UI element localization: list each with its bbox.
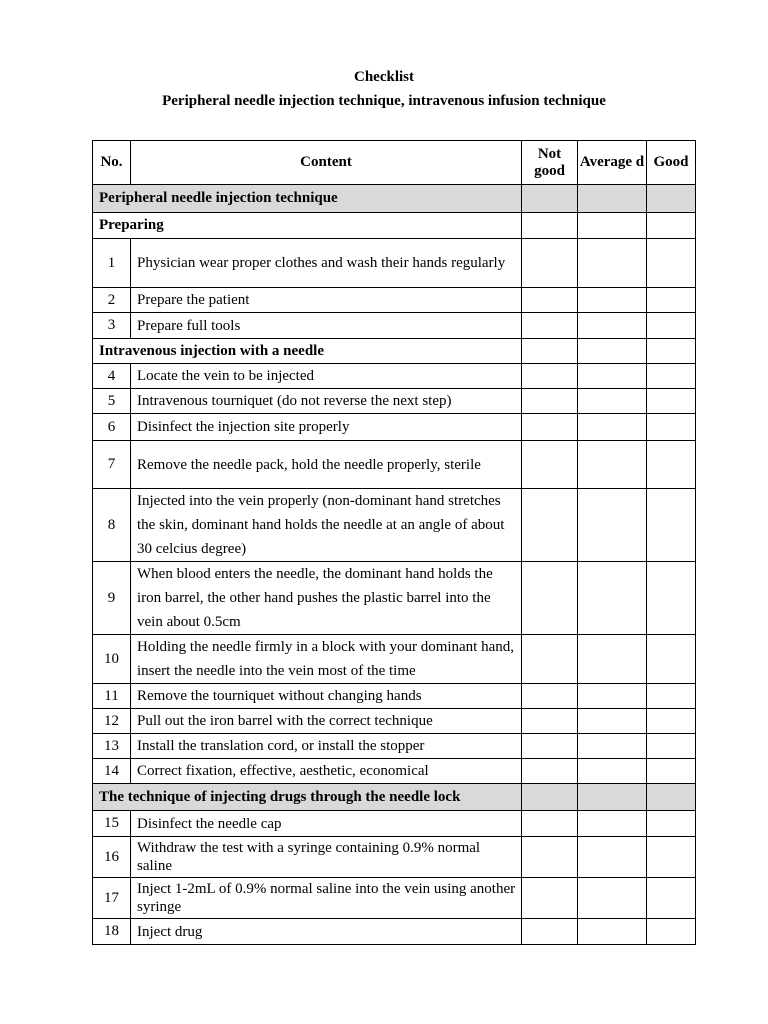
- row-number: 12: [93, 709, 131, 734]
- row-content: Locate the vein to be injected: [131, 364, 522, 389]
- rating-not-good-cell[interactable]: [522, 878, 578, 919]
- rating-good-cell[interactable]: [647, 364, 696, 389]
- rating-average-cell[interactable]: [578, 389, 647, 414]
- row-content: Inject drug: [131, 919, 522, 945]
- subsection-title: Preparing: [93, 213, 522, 239]
- rating-cell[interactable]: [647, 784, 696, 811]
- table-row: [93, 837, 696, 878]
- row-content: Injected into the vein properly (non-dominant hand stretches the skin, dominant hand holds the needle at an angle of about 30 celcius degree): [131, 489, 522, 562]
- header-not-good: Not good: [522, 141, 578, 185]
- row-number: 16: [93, 837, 131, 878]
- table-row: [93, 313, 696, 339]
- rating-good-cell[interactable]: [647, 878, 696, 919]
- rating-average-cell[interactable]: [578, 364, 647, 389]
- rating-cell[interactable]: [647, 339, 696, 364]
- rating-good-cell[interactable]: [647, 441, 696, 489]
- section-row: [93, 784, 696, 811]
- rating-good-cell[interactable]: [647, 313, 696, 339]
- subsection-title: Intravenous injection with a needle: [93, 339, 522, 364]
- table-row: [93, 759, 696, 784]
- row-content: Intravenous tourniquet (do not reverse the next step): [131, 389, 522, 414]
- rating-good-cell[interactable]: [647, 288, 696, 313]
- row-number: 8: [93, 489, 131, 562]
- rating-cell[interactable]: [578, 213, 647, 239]
- rating-average-cell[interactable]: [578, 684, 647, 709]
- rating-good-cell[interactable]: [647, 709, 696, 734]
- rating-not-good-cell[interactable]: [522, 919, 578, 945]
- rating-average-cell[interactable]: [578, 759, 647, 784]
- row-number: 2: [93, 288, 131, 313]
- table-row: [93, 919, 696, 945]
- rating-not-good-cell[interactable]: [522, 489, 578, 562]
- row-content: Remove the needle pack, hold the needle properly, sterile: [131, 441, 522, 489]
- row-number: 6: [93, 414, 131, 441]
- table-row: [93, 811, 696, 837]
- section-row: [93, 185, 696, 213]
- rating-cell[interactable]: [522, 784, 578, 811]
- rating-cell[interactable]: [578, 784, 647, 811]
- table-row: [93, 878, 696, 919]
- rating-average-cell[interactable]: [578, 313, 647, 339]
- row-number: 1: [93, 239, 131, 288]
- rating-average-cell[interactable]: [578, 635, 647, 684]
- rating-not-good-cell[interactable]: [522, 441, 578, 489]
- table-row: [93, 635, 696, 684]
- row-content: Physician wear proper clothes and wash their hands regularly: [131, 239, 522, 288]
- row-content: Remove the tourniquet without changing hands: [131, 684, 522, 709]
- rating-not-good-cell[interactable]: [522, 313, 578, 339]
- rating-good-cell[interactable]: [647, 811, 696, 837]
- row-content: Install the translation cord, or install the stopper: [131, 734, 522, 759]
- rating-cell[interactable]: [647, 185, 696, 213]
- row-content: Prepare the patient: [131, 288, 522, 313]
- row-content: When blood enters the needle, the dominant hand holds the iron barrel, the other hand pushes the plastic barrel into the vein about 0.5cm: [131, 562, 522, 635]
- rating-not-good-cell[interactable]: [522, 709, 578, 734]
- rating-good-cell[interactable]: [647, 734, 696, 759]
- rating-average-cell[interactable]: [578, 837, 647, 878]
- rating-not-good-cell[interactable]: [522, 837, 578, 878]
- rating-good-cell[interactable]: [647, 414, 696, 441]
- rating-average-cell[interactable]: [578, 489, 647, 562]
- document-title: Checklist: [354, 69, 414, 85]
- rating-good-cell[interactable]: [647, 635, 696, 684]
- table-row: [93, 414, 696, 441]
- rating-average-cell[interactable]: [578, 562, 647, 635]
- table-header-row: [93, 141, 696, 185]
- subsection-row: [93, 213, 696, 239]
- rating-average-cell[interactable]: [578, 288, 647, 313]
- row-content: Disinfect the needle cap: [131, 811, 522, 837]
- table-row: [93, 734, 696, 759]
- rating-average-cell[interactable]: [578, 811, 647, 837]
- rating-cell[interactable]: [522, 213, 578, 239]
- row-number: 10: [93, 635, 131, 684]
- header-content: Content: [131, 141, 522, 185]
- row-content: Disinfect the injection site properly: [131, 414, 522, 441]
- table-row: [93, 684, 696, 709]
- rating-average-cell[interactable]: [578, 709, 647, 734]
- row-content: Prepare full tools: [131, 313, 522, 339]
- rating-not-good-cell[interactable]: [522, 811, 578, 837]
- rating-cell[interactable]: [647, 213, 696, 239]
- row-number: 14: [93, 759, 131, 784]
- section-title: The technique of injecting drugs through the needle lock: [93, 784, 522, 811]
- rating-good-cell[interactable]: [647, 389, 696, 414]
- rating-not-good-cell[interactable]: [522, 288, 578, 313]
- table-row: [93, 441, 696, 489]
- rating-average-cell[interactable]: [578, 441, 647, 489]
- rating-not-good-cell[interactable]: [522, 364, 578, 389]
- section-title: Peripheral needle injection technique: [93, 185, 522, 213]
- rating-cell[interactable]: [578, 339, 647, 364]
- rating-cell[interactable]: [578, 185, 647, 213]
- checklist-table: [92, 140, 696, 945]
- rating-good-cell[interactable]: [647, 562, 696, 635]
- row-content: Correct fixation, effective, aesthetic, economical: [131, 759, 522, 784]
- rating-not-good-cell[interactable]: [522, 414, 578, 441]
- row-number: 9: [93, 562, 131, 635]
- rating-good-cell[interactable]: [647, 684, 696, 709]
- table-row: [93, 239, 696, 288]
- rating-good-cell[interactable]: [647, 239, 696, 288]
- table-row: [93, 364, 696, 389]
- rating-average-cell[interactable]: [578, 239, 647, 288]
- row-number: 15: [93, 811, 131, 837]
- rating-not-good-cell[interactable]: [522, 389, 578, 414]
- rating-good-cell[interactable]: [647, 837, 696, 878]
- rating-not-good-cell[interactable]: [522, 239, 578, 288]
- rating-cell[interactable]: [522, 185, 578, 213]
- table-row: [93, 489, 696, 562]
- row-number: 18: [93, 919, 131, 945]
- row-content: Withdraw the test with a syringe containing 0.9% normal saline: [131, 837, 522, 878]
- rating-average-cell[interactable]: [578, 414, 647, 441]
- row-content: Holding the needle firmly in a block with your dominant hand, insert the needle into the vein most of the time: [131, 635, 522, 684]
- row-content: Inject 1-2mL of 0.9% normal saline into the vein using another syringe: [131, 878, 522, 919]
- row-number: 17: [93, 878, 131, 919]
- rating-not-good-cell[interactable]: [522, 635, 578, 684]
- rating-good-cell[interactable]: [647, 489, 696, 562]
- subsection-row: [93, 339, 696, 364]
- table-row: [93, 562, 696, 635]
- row-number: 13: [93, 734, 131, 759]
- rating-not-good-cell[interactable]: [522, 734, 578, 759]
- row-number: 5: [93, 389, 131, 414]
- rating-average-cell[interactable]: [578, 919, 647, 945]
- header-average: Average d: [578, 141, 647, 185]
- table-row: [93, 709, 696, 734]
- rating-good-cell[interactable]: [647, 759, 696, 784]
- table-row: [93, 389, 696, 414]
- rating-average-cell[interactable]: [578, 878, 647, 919]
- row-number: 3: [93, 313, 131, 339]
- row-number: 4: [93, 364, 131, 389]
- table-row: [93, 288, 696, 313]
- header-no: No.: [93, 141, 131, 185]
- rating-average-cell[interactable]: [578, 734, 647, 759]
- rating-not-good-cell[interactable]: [522, 759, 578, 784]
- row-number: 11: [93, 684, 131, 709]
- rating-good-cell[interactable]: [647, 919, 696, 945]
- row-number: 7: [93, 441, 131, 489]
- rating-cell[interactable]: [522, 339, 578, 364]
- document-subtitle: Peripheral needle injection technique, intravenous infusion technique: [162, 93, 606, 109]
- header-good: Good: [647, 141, 696, 185]
- row-content: Pull out the iron barrel with the correct technique: [131, 709, 522, 734]
- rating-not-good-cell[interactable]: [522, 684, 578, 709]
- rating-not-good-cell[interactable]: [522, 562, 578, 635]
